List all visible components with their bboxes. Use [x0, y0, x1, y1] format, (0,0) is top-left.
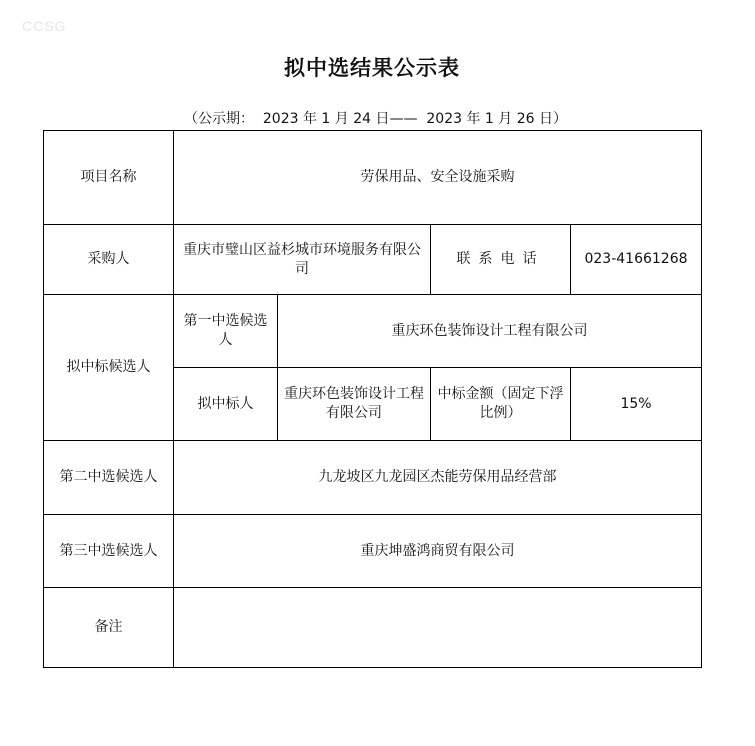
watermark: CCSG [22, 18, 67, 34]
row-remarks [44, 588, 702, 668]
row-first-candidate [44, 295, 702, 368]
second-candidate-label: 第二中选候选人 [44, 441, 174, 515]
row-purchaser [44, 225, 702, 295]
purchaser-label: 采购人 [44, 225, 174, 295]
candidate-group-label: 拟中标候选人 [44, 295, 174, 441]
bid-amount-value: 15% [571, 368, 702, 441]
row-project-name [44, 131, 702, 225]
row-second-candidate [44, 441, 702, 515]
proposed-winner-value: 重庆环色装饰设计工程有限公司 [278, 368, 431, 441]
third-candidate-value: 重庆坤盛鸿商贸有限公司 [174, 515, 702, 588]
project-name-label: 项目名称 [44, 131, 174, 225]
page-title: 拟中选结果公示表 [284, 56, 460, 80]
result-table [43, 130, 702, 668]
remarks-label: 备注 [44, 588, 174, 668]
third-candidate-label: 第三中选候选人 [44, 515, 174, 588]
second-candidate-value: 九龙坡区九龙园区杰能劳保用品经营部 [174, 441, 702, 515]
first-candidate-label: 第一中选候选人 [174, 295, 278, 368]
bid-amount-label: 中标金额（固定下浮比例） [431, 368, 571, 441]
proposed-winner-label: 拟中标人 [174, 368, 278, 441]
first-candidate-value: 重庆环色装饰设计工程有限公司 [278, 295, 702, 368]
purchaser-value: 重庆市璧山区益杉城市环境服务有限公司 [174, 225, 431, 295]
contact-label: 联系电话 [431, 225, 571, 295]
remarks-value [174, 588, 702, 668]
contact-value: 023-41661268 [571, 225, 702, 295]
row-third-candidate [44, 515, 702, 588]
publicity-period: （公示期： 2023 年 1 月 24 日—— 2023 年 1 月 26 日） [184, 111, 568, 127]
project-name-value: 劳保用品、安全设施采购 [174, 131, 702, 225]
